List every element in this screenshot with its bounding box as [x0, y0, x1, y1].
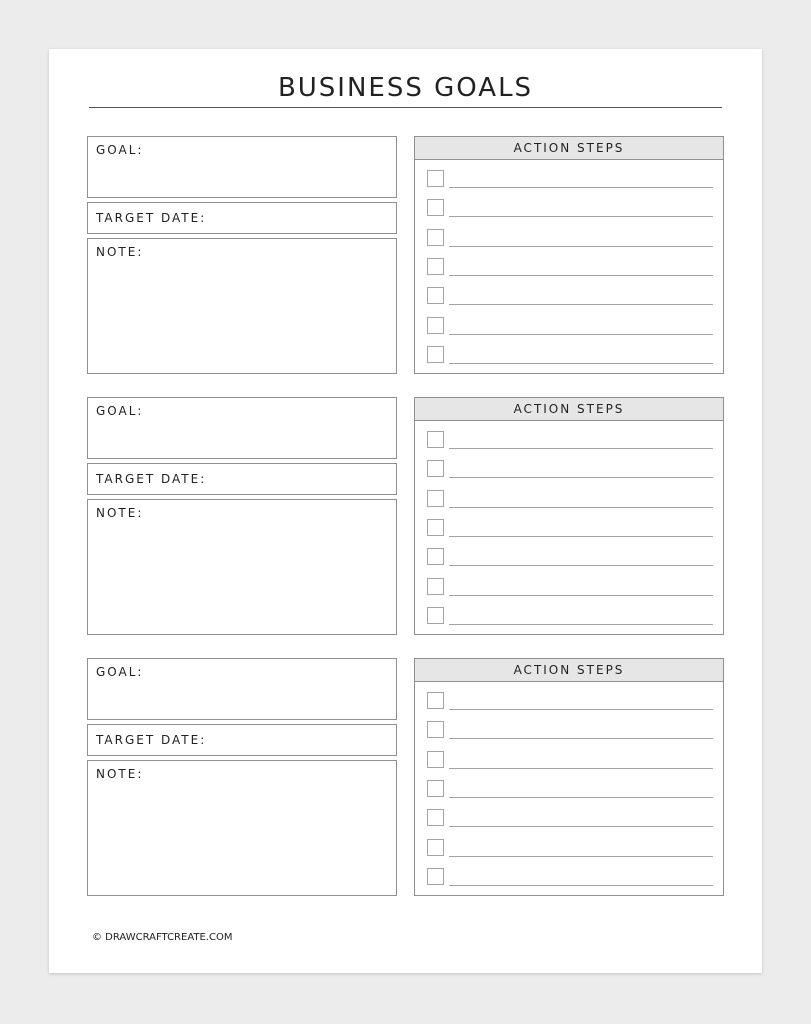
target-date-label: TARGET DATE: — [96, 733, 207, 747]
action-step-checkbox[interactable] — [427, 868, 444, 885]
action-step-checkbox[interactable] — [427, 839, 444, 856]
action-step-line[interactable] — [449, 477, 713, 478]
goal-label: GOAL: — [96, 143, 144, 157]
page-title: BUSINESS GOALS — [277, 73, 534, 103]
action-step-row — [427, 346, 713, 364]
action-step-line[interactable] — [449, 246, 713, 247]
target-date-field[interactable] — [87, 463, 397, 495]
note-label: NOTE: — [96, 245, 144, 259]
action-step-line[interactable] — [449, 565, 713, 566]
action-step-row — [427, 721, 713, 739]
action-step-line[interactable] — [449, 768, 713, 769]
copyright-footer: © DRAWCRAFTCREATE.COM — [92, 932, 233, 943]
goal-block-1 — [87, 136, 724, 374]
planner-sheet — [49, 49, 762, 973]
action-step-row — [427, 170, 713, 188]
action-step-row — [427, 317, 713, 335]
action-step-line[interactable] — [449, 536, 713, 537]
action-step-line[interactable] — [449, 507, 713, 508]
action-step-checkbox[interactable] — [427, 317, 444, 334]
action-step-row — [427, 287, 713, 305]
title-underline — [89, 107, 722, 108]
action-step-row — [427, 548, 713, 566]
goal-field[interactable] — [87, 658, 397, 720]
action-step-checkbox[interactable] — [427, 460, 444, 477]
action-step-checkbox[interactable] — [427, 751, 444, 768]
action-step-line[interactable] — [449, 363, 713, 364]
note-field[interactable] — [87, 760, 397, 896]
goal-field[interactable] — [87, 136, 397, 198]
action-step-line[interactable] — [449, 216, 713, 217]
action-step-line[interactable] — [449, 624, 713, 625]
action-steps-header: ACTION STEPS — [415, 137, 723, 160]
action-step-checkbox[interactable] — [427, 519, 444, 536]
action-step-row — [427, 519, 713, 537]
action-step-row — [427, 490, 713, 508]
note-label: NOTE: — [96, 767, 144, 781]
action-step-row — [427, 460, 713, 478]
target-date-label: TARGET DATE: — [96, 472, 207, 486]
action-step-line[interactable] — [449, 709, 713, 710]
goal-label: GOAL: — [96, 404, 144, 418]
goal-label: GOAL: — [96, 665, 144, 679]
action-step-checkbox[interactable] — [427, 229, 444, 246]
target-date-field[interactable] — [87, 724, 397, 756]
action-step-checkbox[interactable] — [427, 258, 444, 275]
action-step-line[interactable] — [449, 334, 713, 335]
action-step-checkbox[interactable] — [427, 780, 444, 797]
goal-field[interactable] — [87, 397, 397, 459]
action-step-checkbox[interactable] — [427, 199, 444, 216]
action-step-checkbox[interactable] — [427, 607, 444, 624]
goal-block-3 — [87, 658, 724, 896]
action-step-row — [427, 258, 713, 276]
action-steps-panel — [414, 136, 724, 374]
action-step-row — [427, 809, 713, 827]
action-step-row — [427, 199, 713, 217]
action-step-row — [427, 607, 713, 625]
note-field[interactable] — [87, 499, 397, 635]
action-step-checkbox[interactable] — [427, 692, 444, 709]
action-step-line[interactable] — [449, 187, 713, 188]
action-step-line[interactable] — [449, 797, 713, 798]
action-step-row — [427, 868, 713, 886]
action-step-checkbox[interactable] — [427, 578, 444, 595]
action-steps-panel — [414, 397, 724, 635]
action-step-checkbox[interactable] — [427, 431, 444, 448]
action-step-line[interactable] — [449, 595, 713, 596]
action-step-checkbox[interactable] — [427, 721, 444, 738]
action-step-checkbox[interactable] — [427, 548, 444, 565]
action-step-checkbox[interactable] — [427, 287, 444, 304]
action-step-row — [427, 751, 713, 769]
action-step-row — [427, 578, 713, 596]
action-step-line[interactable] — [449, 738, 713, 739]
action-step-checkbox[interactable] — [427, 809, 444, 826]
note-field[interactable] — [87, 238, 397, 374]
action-step-row — [427, 229, 713, 247]
action-step-line[interactable] — [449, 826, 713, 827]
action-step-row — [427, 431, 713, 449]
target-date-label: TARGET DATE: — [96, 211, 207, 225]
action-step-line[interactable] — [449, 275, 713, 276]
action-step-line[interactable] — [449, 885, 713, 886]
action-step-checkbox[interactable] — [427, 346, 444, 363]
action-step-checkbox[interactable] — [427, 170, 444, 187]
action-step-line[interactable] — [449, 304, 713, 305]
action-steps-header: ACTION STEPS — [415, 398, 723, 421]
action-step-line[interactable] — [449, 448, 713, 449]
target-date-field[interactable] — [87, 202, 397, 234]
action-steps-panel — [414, 658, 724, 896]
action-step-row — [427, 839, 713, 857]
goal-block-2 — [87, 397, 724, 635]
action-step-checkbox[interactable] — [427, 490, 444, 507]
action-step-row — [427, 780, 713, 798]
action-step-row — [427, 692, 713, 710]
note-label: NOTE: — [96, 506, 144, 520]
action-steps-header: ACTION STEPS — [415, 659, 723, 682]
action-step-line[interactable] — [449, 856, 713, 857]
